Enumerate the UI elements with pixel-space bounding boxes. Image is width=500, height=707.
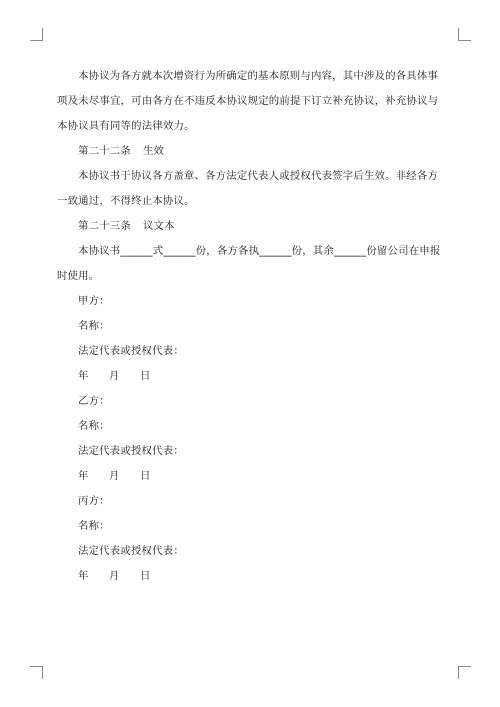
article-23-number: 第二十三条 xyxy=(78,220,131,232)
article-22-number: 第二十二条 xyxy=(78,145,131,157)
party-a-name-label: 名称： xyxy=(78,320,110,332)
party-c-name-label: 名称： xyxy=(78,520,110,532)
party-a-label: 甲方： xyxy=(78,295,110,307)
party-a-month: 月 xyxy=(109,370,120,382)
party-b-rep-label: 法定代表或授权代表： xyxy=(78,445,184,457)
crop-mark-top-right xyxy=(458,28,471,41)
party-a-rep-label: 法定代表或授权代表： xyxy=(78,345,184,357)
party-a-day: 日 xyxy=(140,370,151,382)
paragraph-copies: 本协议书______式______份，各方各执______份，其余______份留公司在申报时使用。 xyxy=(57,245,441,282)
crop-mark-top-left xyxy=(30,28,43,41)
crop-mark-bottom-right xyxy=(458,666,471,679)
party-c-month: 月 xyxy=(109,570,120,582)
document-body xyxy=(57,64,441,589)
article-22-heading xyxy=(57,139,441,164)
paragraph-supplementary-agreement: 本协议为各方就本次增资行为所确定的基本原则与内容，其中涉及的各具体事项及未尽事宜，可由各方在不违反本协议规定的前提下订立补充协议，补充协议与本协议具有同等的法律效力。 xyxy=(57,70,439,132)
paragraph-effectiveness: 本协议书于协议各方盖章、各方法定代表人或授权代表签字后生效。非经各方一致通过，不得终止本协议。 xyxy=(57,170,439,207)
party-c-rep-label: 法定代表或授权代表： xyxy=(78,545,184,557)
article-22-title: 生效 xyxy=(142,145,165,157)
party-b-label: 乙方： xyxy=(78,395,110,407)
article-23-heading xyxy=(57,214,441,239)
party-c-year: 年 xyxy=(78,570,89,582)
party-a-year: 年 xyxy=(78,370,89,382)
party-b-year: 年 xyxy=(78,470,89,482)
party-b-name-label: 名称： xyxy=(78,420,110,432)
party-c-label: 丙方： xyxy=(78,495,110,507)
party-c-day: 日 xyxy=(140,570,151,582)
party-c-date-line xyxy=(57,564,441,589)
crop-mark-bottom-left xyxy=(30,666,43,679)
party-b-day: 日 xyxy=(140,470,151,482)
article-23-title: 议文本 xyxy=(142,220,175,232)
party-b-month: 月 xyxy=(109,470,120,482)
party-b-date-line xyxy=(57,464,441,489)
party-a-date-line xyxy=(57,364,441,389)
